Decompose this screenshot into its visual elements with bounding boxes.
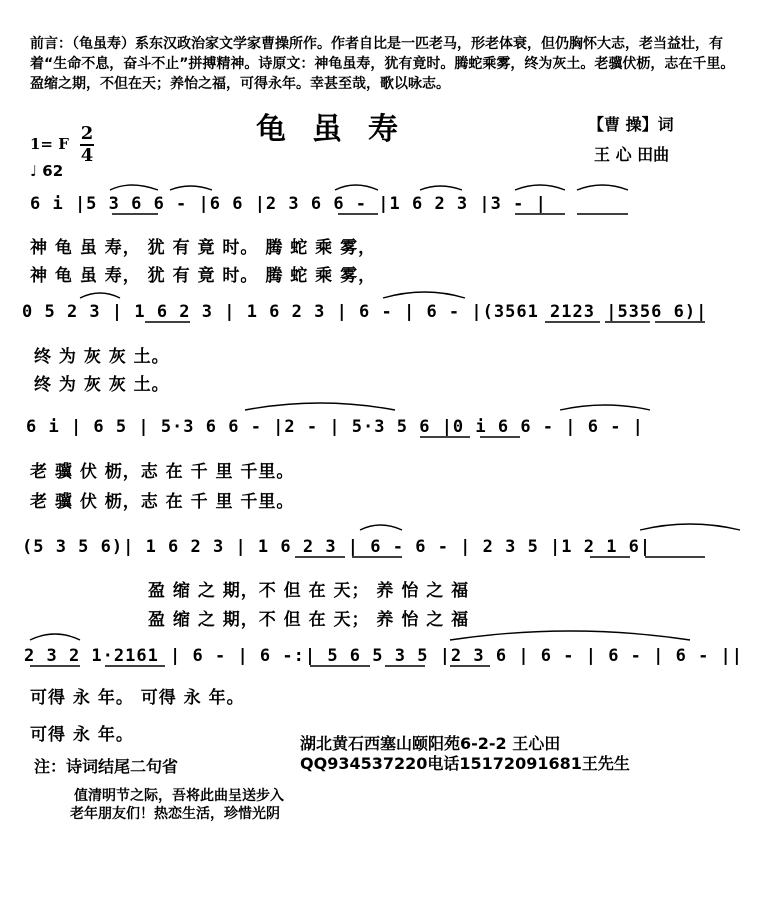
lyric-line-5b: 可得 永 年。 <box>30 725 134 745</box>
slur <box>515 185 565 190</box>
address-line: 湖北黄石西塞山颐阳苑6-2-2 王心田 <box>300 734 561 753</box>
slur <box>640 524 740 530</box>
slur <box>577 185 628 190</box>
lyric-line-1b: 神 龟 虽 寿， 犹 有 竟 时。 腾 蛇 乘 雾， <box>30 266 377 286</box>
preface-text: 前言：（龟虽寿）系东汉政治家文学家曹操所作。作者自比是一匹老马，形老体衰，但仍胸怀大志，老当益壮，有着“生命不息，奋斗不止”拼搏精神。诗原文：神龟虽寿，犹有竟时。腾蛇乘雾，终为灰土。老骥伏枥，志在千里。盈缩之期，不但在天；养怡之福，可得永年。幸甚至哉，歌以咏志。 <box>30 36 735 92</box>
beam-lines <box>30 214 705 666</box>
slur <box>80 293 120 298</box>
lyric-line-1a: 神 龟 虽 寿， 犹 有 竟 时。 腾 蛇 乘 雾， <box>30 238 377 258</box>
dedication-line-1: 值清明节之际，吾将此曲呈送步入 <box>74 788 284 804</box>
slur <box>450 631 690 640</box>
slur-marks <box>30 185 740 640</box>
lyric-line-3a: 老 骥 伏 枥，志 在 千 里 千里。 <box>30 462 295 482</box>
lyric-line-4a: 盈 缩 之 期，不 但 在 天； 养 怡 之 福 <box>148 581 470 601</box>
slur <box>110 185 158 190</box>
slur <box>360 525 402 530</box>
slur <box>170 186 212 190</box>
dedication-line-2: 老年朋友们！热恋生活，珍惜光阴 <box>70 806 280 822</box>
lyric-line-5a: 可得 永 年。 可得 永 年。 <box>30 688 245 708</box>
time-sig-bottom: 4 <box>80 145 94 166</box>
contact-line: QQ934537220电话15172091681王先生 <box>300 754 630 773</box>
slur <box>245 403 395 410</box>
notation-line-5: 2 3 2 1·2161 | 6 - | 6 -:| 5 6 5 3 5 |2 3 6 | 6 - | 6 - | 6 - || <box>24 646 744 666</box>
footnote: 注：诗词结尾二句省 <box>34 757 179 776</box>
lyric-line-4b: 盈 缩 之 期，不 但 在 天； 养 怡 之 福 <box>148 610 470 630</box>
notation-line-3: 6 i | 6 5 | 5·3 6 6 - |2 - | 5·3 5 6 |0 i 6 6 - | 6 - | <box>26 417 644 437</box>
slur <box>383 292 465 298</box>
tempo-marking: ♩ 62 <box>30 162 64 180</box>
lyric-line-2b: 终 为 灰 灰 土。 <box>34 375 170 395</box>
composer-credit: 王 心 田曲 <box>594 145 670 164</box>
lyric-line-2a: 终 为 灰 灰 土。 <box>34 347 170 367</box>
slur <box>420 186 462 190</box>
lyric-line-3b: 老 骥 伏 枥，志 在 千 里 千里。 <box>30 492 295 512</box>
slur <box>30 634 80 640</box>
notation-line-1: 6 i |5 3 6 6 - |6 6 |2 3 6 6 - |1 6 2 3 |3 - | <box>30 194 547 214</box>
key-signature: 1= F <box>30 135 69 153</box>
time-sig-top: 2 <box>80 123 94 144</box>
slur <box>560 405 650 410</box>
notation-line-4: (5 3 5 6)| 1 6 2 3 | 1 6 2 3 | 6 - 6 - | 2 3 5 |1 2 1 6| <box>22 537 652 557</box>
lyricist-credit: 【曹 操】词 <box>588 115 674 134</box>
slur <box>335 185 378 190</box>
notation-line-2: 0 5 2 3 | 1 6 2 3 | 1 6 2 3 | 6 - | 6 - |(3561 2123 |5356 6)| <box>22 302 708 322</box>
song-title: 龟虽寿 <box>256 112 424 147</box>
